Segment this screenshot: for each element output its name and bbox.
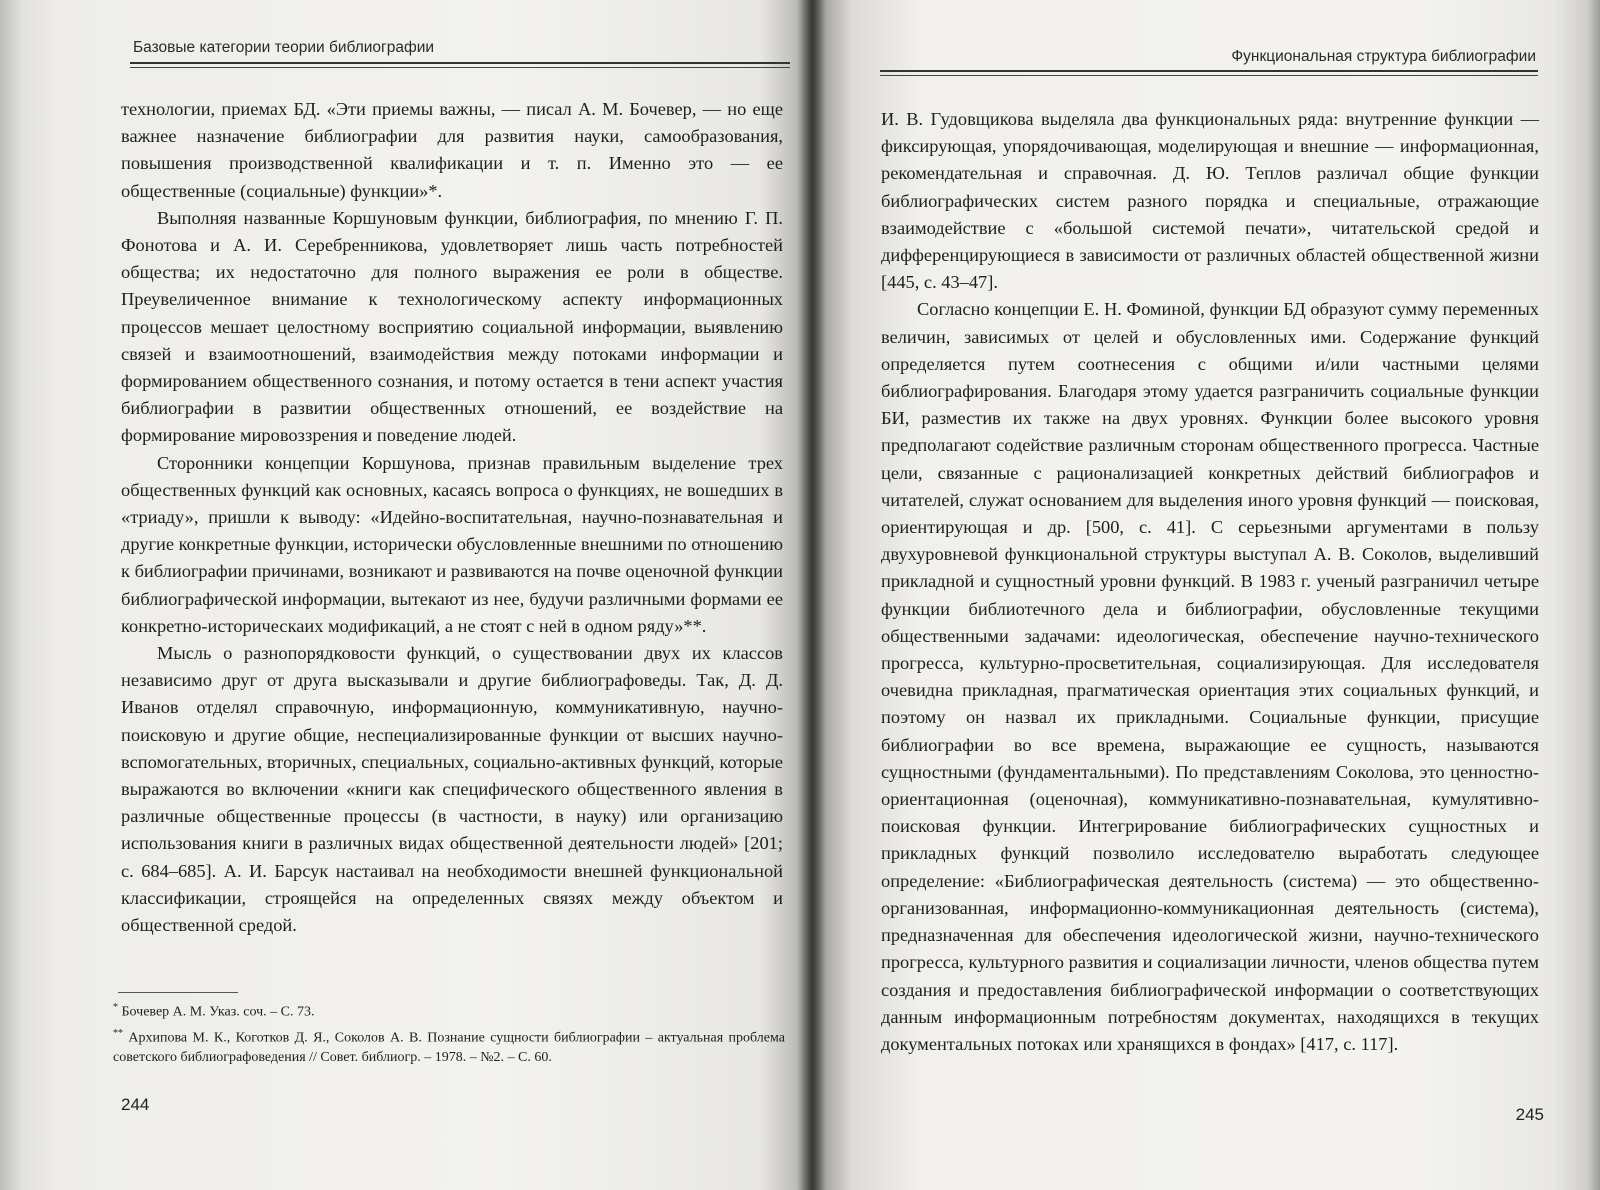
footnote-text: Архипова М. К., Коготков Д. Я., Соколов А. В. Познание сущности библиографии – актуальная проблема советского библиографоведения // Совет. библиогр. – 1978. – №2. – С. 60. — [113, 1030, 785, 1066]
paragraph: Выполняя названные Коршуновым функции, библиография, по мнению Г. П. Фонотова и А. И. Серебренникова, удовлетворяет лишь часть потребностей общества; их недостаточно для полного выражения ее роли в обществе. Преувеличенное внимание к технологическому аспекту информационных процессов мешает целостному восприятию социальной информации, выявлению связей и взаимоотношений, взаимодействия между потоками информации и формированием общественного сознания, и потому остается в тени аспект участия библиографии в развитии общественных отношений, ее воздействие на формирование мировоззрения и поведение людей. — [121, 207, 783, 446]
footnote — [113, 998, 785, 1022]
paragraph: И. В. Гудовщикова выделяла два функциональных ряда: внутренние функции — фиксирующая, упорядочивающая, моделирующая и внешние — информационная, рекомендательная и справочная. Д. Ю. Теплов различал общие функции библиографических систем разного порядка и специальные, отражающие взаимодействие с «большой системой печати», читательской средой и дифференцирующиеся в зависимости от различных областей общественной жизни [445, с. 43–47]. — [881, 109, 1539, 293]
paragraph: Мысль о разнопорядковости функций, о существовании двух их классов независимо друг от друга высказывали и другие библиографоведы. Так, Д. Д. Иванов отделял справочную, информационную, коммуникативную, научно-поисковую и другие общие, неспециализированные функции от высших научно-вспомогательных, вторичных, специальных, социально-активных функций, которые выражаются во включении «книги как специфического общественного явления в различные общественные процессы (в частности, в науку) или организацию использования книги в различных видах общественной деятельности людей» [201; с. 684–685]. А. И. Барсук настаивал на необходимости внешней функциональной классификации, строящейся на определенных связях между объектом и общественной средой. — [121, 643, 783, 936]
right-page — [812, 0, 1600, 1190]
header-rule-thin — [130, 67, 790, 68]
running-head: Функциональная структура библиографии — [1231, 48, 1536, 65]
paragraph: Согласно концепции Е. Н. Фоминой, функции БД образуют сумму переменных величин, зависимых от целей и обусловленных ими. Содержание функций определяется путем соотнесения с общими и/или частными целями библиографирования. Благодаря этому удается разграничить социальные функции БИ, разместив их также на двух уровнях. Функции более высокого уровня предполагают содействие различным сторонам общественного прогресса. Частные цели, связанные с рационализацией конкретных действий библиографов и читателей, служат основанием для выделения иного уровня функций — поисковая, ориентирующая и др. [500, с. 41]. С серьезными аргументами в пользу двухуровневой функциональной структуры выступал А. В. Соколов, выделивший прикладной и сущностный уровни функций. В 1983 г. ученый разграничил четыре функции библиотечного дела и библиографии, обусловленные текущими общественными задачами: идеологическая, обеспечение научно-технического прогресса, культурно-просветительная, социализирующая. Для исследователя очевидна прикладная, прагматическая ориентация этих социальных функций, и поэтому он назвал их прикладными. Социальные функции, присущие библиографии во все времена, выражающие ее сущность, называются сущностными (фундаментальными). По представлениям Соколова, это ценностно-ориентационная (оценочная), коммуникативно-познавательная, кумулятивно-поисковая функции. Интегрирование библиографических сущностных и прикладных функций позволило исследователю выработать следующее определение: «Библиографическая деятельность (система) — это общественно-организованная, информационно-коммуникационная деятельность (система), предназначенная для обеспечения идеологической жизни, научно-технического прогресса, культурного развития и социализации личности, членов общества путем создания и предоставления библиографической информации о соответствующих данным информационным потребностям документах, находящихся в текущих документальных потоках или хранящихся в фондах» [417, с. 117]. — [881, 299, 1539, 1054]
header-rule — [130, 62, 790, 64]
body-text — [881, 106, 1539, 1058]
body-text — [121, 96, 783, 939]
footnote-mark: ** — [113, 1028, 123, 1040]
footnote-mark: * — [113, 1002, 118, 1013]
header-rule — [880, 70, 1538, 72]
page-number: 245 — [1515, 1105, 1544, 1124]
page-number: 244 — [121, 1095, 150, 1114]
footnote-rule — [118, 992, 238, 993]
footnote-text: Бочевер А. М. Указ. соч. – С. 73. — [121, 1004, 315, 1020]
footnotes — [113, 998, 785, 1070]
running-head: Базовые категории теории библиографии — [133, 39, 435, 56]
paragraph: технологии, приемах БД. «Эти приемы важны, — писал А. М. Бочевер, — но еще важнее назначение библиографии для развития науки, самообразования, повышения производственной квалификации и т. п. Именно это — ее общественные (социальные) функции»*. — [121, 99, 783, 201]
header-rule-thin — [880, 75, 1538, 76]
paragraph: Сторонники концепции Коршунова, признав правильным выделение трех общественных функций как основных, касаясь вопроса о функциях, не вошедших в «триаду», пришли к выводу: «Идейно-воспитательная, научно-познавательная и другие конкретные функции, исторически обусловленные внешними по отношению к библиографии причинами, возникают и развиваются на почве оценочной функции библиографической информации, вытекают из нее, будучи различными формами ее конкретно-историческаих модификаций, а не стоят с ней в одном ряду»**. — [121, 452, 783, 636]
footnote — [113, 1024, 785, 1068]
